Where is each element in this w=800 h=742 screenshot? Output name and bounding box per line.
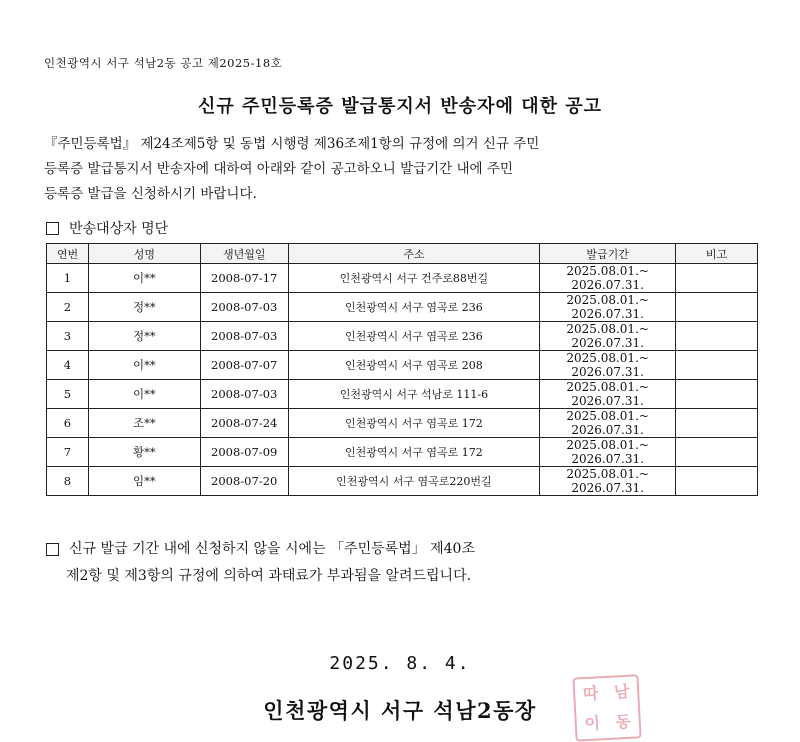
- checkbox-icon: [46, 222, 59, 235]
- cell-note: [676, 351, 758, 380]
- cell-period: [540, 264, 676, 293]
- cell-address: 인천광역시 서구 염곡로220번길: [288, 467, 540, 496]
- header-address: 주소: [288, 244, 540, 264]
- official-seal-stamp: [572, 674, 641, 741]
- table-header-row: [47, 244, 758, 264]
- period-end: 2026.07.31.: [571, 481, 644, 495]
- period-end: 2026.07.31.: [571, 307, 644, 321]
- intro-line: 등록증 발급통지서 반송자에 대하여 아래와 같이 공고하오니 발급기간 내에 주민: [44, 161, 513, 177]
- notice-date: 2025. 8. 4.: [329, 653, 471, 674]
- cell-birth: 2008-07-24: [200, 409, 288, 438]
- cell-name: 정**: [88, 293, 200, 322]
- table-row: [47, 351, 758, 380]
- period-start: 2025.08.01.~: [566, 380, 649, 394]
- cell-note: [676, 293, 758, 322]
- header-period: 발급기간: [540, 244, 676, 264]
- cell-period: [540, 322, 676, 351]
- cell-no: 6: [47, 409, 89, 438]
- cell-birth: 2008-07-03: [200, 380, 288, 409]
- returned-recipients-table: [46, 243, 758, 496]
- document-title: 신규 주민등록증 발급통지서 반송자에 대한 공고: [197, 96, 603, 117]
- cell-note: [676, 467, 758, 496]
- period-start: 2025.08.01.~: [566, 351, 649, 365]
- period-end: 2026.07.31.: [571, 452, 644, 466]
- cell-no: 2: [47, 293, 89, 322]
- cell-note: [676, 380, 758, 409]
- cell-name: 조**: [88, 409, 200, 438]
- table-row: [47, 264, 758, 293]
- table-row: [47, 438, 758, 467]
- cell-birth: 2008-07-07: [200, 351, 288, 380]
- cell-birth: 2008-07-09: [200, 438, 288, 467]
- cell-address: 인천광역시 서구 염곡로 172: [288, 438, 540, 467]
- cell-period: [540, 467, 676, 496]
- cell-period: [540, 409, 676, 438]
- notice-text-2: 제2항 및 제3항의 규정에 의하여 과태료가 부과됨을 알려드립니다.: [66, 568, 472, 584]
- section-title: 반송대상자 명단: [69, 221, 169, 237]
- period-start: 2025.08.01.~: [566, 467, 649, 481]
- seal-char: 이: [584, 713, 601, 734]
- period-end: 2026.07.31.: [571, 278, 644, 292]
- notice-text-1: 신규 발급 기간 내에 신청하지 않을 시에는 「주민등록법」 제40조: [69, 541, 475, 557]
- cell-address: 인천광역시 서구 염곡로 172: [288, 409, 540, 438]
- period-start: 2025.08.01.~: [566, 264, 649, 278]
- cell-name: 임**: [88, 467, 200, 496]
- period-end: 2026.07.31.: [571, 365, 644, 379]
- seal-char: 따: [582, 683, 599, 704]
- cell-name: 정**: [88, 322, 200, 351]
- checkbox-icon: [46, 543, 59, 556]
- period-start: 2025.08.01.~: [566, 438, 649, 452]
- cell-address: 인천광역시 서구 염곡로 236: [288, 322, 540, 351]
- period-end: 2026.07.31.: [571, 336, 644, 350]
- period-end: 2026.07.31.: [571, 394, 644, 408]
- cell-note: [676, 264, 758, 293]
- period-end: 2026.07.31.: [571, 423, 644, 437]
- cell-period: [540, 293, 676, 322]
- cell-note: [676, 438, 758, 467]
- cell-address: 인천광역시 서구 염곡로 236: [288, 293, 540, 322]
- cell-no: 4: [47, 351, 89, 380]
- table-row: [47, 293, 758, 322]
- cell-note: [676, 322, 758, 351]
- header-no: 연번: [47, 244, 89, 264]
- cell-period: [540, 380, 676, 409]
- period-start: 2025.08.01.~: [566, 322, 649, 336]
- cell-period: [540, 351, 676, 380]
- header-birth: 생년월일: [200, 244, 288, 264]
- header-note: 비고: [676, 244, 758, 264]
- cell-no: 7: [47, 438, 89, 467]
- cell-no: 3: [47, 322, 89, 351]
- cell-birth: 2008-07-20: [200, 467, 288, 496]
- table-row: [47, 380, 758, 409]
- table-row: [47, 467, 758, 496]
- cell-name: 이**: [88, 351, 200, 380]
- cell-address: 인천광역시 서구 석남로 111-6: [288, 380, 540, 409]
- cell-address: 인천광역시 서구 염곡로 208: [288, 351, 540, 380]
- period-start: 2025.08.01.~: [566, 293, 649, 307]
- cell-no: 1: [47, 264, 89, 293]
- cell-birth: 2008-07-03: [200, 293, 288, 322]
- cell-name: 이**: [88, 264, 200, 293]
- cell-name: 이**: [88, 380, 200, 409]
- cell-name: 황**: [88, 438, 200, 467]
- notice-number: 인천광역시 서구 석남2동 공고 제2025-18호: [44, 56, 283, 70]
- cell-birth: 2008-07-17: [200, 264, 288, 293]
- section-heading: [46, 218, 168, 238]
- notice-line-1: [46, 536, 475, 563]
- penalty-notice: [46, 536, 475, 590]
- intro-paragraph: [44, 132, 764, 207]
- intro-line: 『주민등록법』 제24조제5항 및 동법 시행령 제36조제1항의 규정에 의거 신규 주민: [44, 136, 540, 152]
- header-name: 성명: [88, 244, 200, 264]
- table-row: [47, 322, 758, 351]
- cell-note: [676, 409, 758, 438]
- issuer-name: 인천광역시 서구 석남2동장: [263, 698, 537, 723]
- seal-char: 남: [613, 681, 630, 702]
- cell-period: [540, 438, 676, 467]
- intro-line: 등록증 발급을 신청하시기 바랍니다.: [44, 186, 257, 202]
- cell-birth: 2008-07-03: [200, 322, 288, 351]
- cell-address: 인천광역시 서구 건주로88번길: [288, 264, 540, 293]
- period-start: 2025.08.01.~: [566, 409, 649, 423]
- table-row: [47, 409, 758, 438]
- cell-no: 8: [47, 467, 89, 496]
- cell-no: 5: [47, 380, 89, 409]
- seal-char: 동: [615, 711, 632, 732]
